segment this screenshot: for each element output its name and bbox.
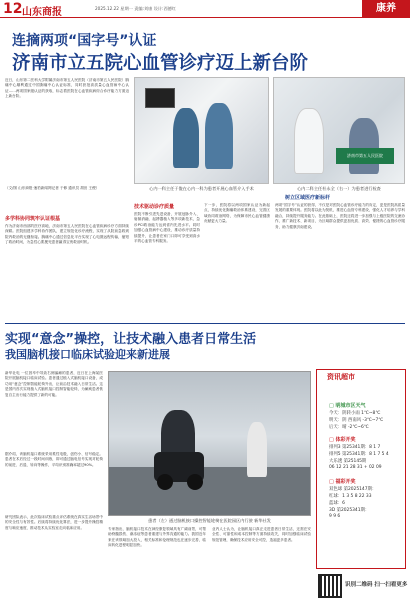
- lottery-title: □ 体彩开奖: [329, 437, 356, 443]
- welfare-lottery-title: □ 福彩开奖: [329, 479, 356, 485]
- weather-line: 后天：晴 -2℃~6℃: [329, 425, 369, 430]
- story1-body-2: 医院不断引进先进设备，开展冠脉介入、射频消融、起搏器植入等多项新技术，急诊PCI救治能力达到省内先进水平。同时加强心血管病中心建设，推动诊疗质量持续提升，让患者在家门口即可享受到高水平的心血管专科服务。: [134, 212, 200, 244]
- story2-body-left-2: 据介绍，该脑机接口系统采用柔性电极，创伤小、信号稳定。患者在术后经过一段时间训练，即可通过脑电信号实现对轮椅的前进、后退、转向等操作，平均识别准确率超过90%。: [5, 452, 103, 467]
- welfare-lottery-line: 蓝球：6: [329, 501, 345, 506]
- weather-title: □ 明城市区天气: [329, 403, 366, 409]
- photo-wheelchair: [108, 371, 311, 516]
- story2-body-left-3: 研究团队表示，此次临床试验重点评估系统在真实生活场景中的安全性与有效性。后续将持续优化算法，进一步提升操控精度与响应速度，推动技术从实验室走向临床应用。: [5, 515, 103, 530]
- story2-kicker: 实现“意念”操控，让技术融入患者日常生活: [5, 332, 257, 347]
- story1-subhead-1: 多学科协同筑牢认证根基: [5, 216, 61, 222]
- lottery-line: 排列3 第25341期：8 1 7: [329, 445, 381, 450]
- story1-lead: 近日，山东第二医科大学附属济南市第五人民医院（济南市第五人民医院）胸痛中心顺利通过中国胸痛中心认证标准，同时获批高质量心血管病中心认证……两项国家级认证的获取，标志着医院在心血管疾病综合诊疗能力方面迈上新台阶。: [5, 78, 129, 99]
- photo1-caption: 心内一科主任于俊在心内一科为患者开展心血管介入手术: [149, 186, 254, 191]
- story1-subhead-2: 技术驱动诊疗质量: [134, 204, 175, 210]
- story2-body-left: 新华社电 一位因卒中导致右侧偏瘫的患者，近日在上海某医院开展脑机接口临床试验。患者通过植入式脑机接口设备，成功用“意念”控制智能轮椅外出，让前沿技术融入日常生活。这是国内首次实现植入式脑机接口控制智能轮椅，为瘫痪患者恢复自主出行能力提供了新的可能。: [5, 371, 103, 397]
- info-box: [316, 369, 406, 569]
- story1-body-1: 作为济南市西部的医疗高地，济南市第五人民医院在心血管疾病诊疗方面持续深耕。医院组建多学科协作团队，建立规范化诊疗流程，实现了从院前急救到院内救治的无缝衔接。胸痛中心通过信息化平台实现了心电图远程传输，缩短了救治时间，为急性心肌梗死患者赢得宝贵救治时机。: [5, 224, 129, 245]
- story2-body-mid: 专家指出，脑机接口技术在神经康复领域具有广阔前景，可帮助脊髓损伤、渐冻症等患者重建与外界沟通的能力。我国近年来在该领域加大投入，相关标准和伦理规范也在逐步完善，临床转化进程明显加快。: [108, 527, 206, 548]
- lottery-line: 排列5 第25341期：8 1 7 5 4: [329, 452, 389, 457]
- story2-headline: 我国脑机接口临床试验迎来新进展: [5, 348, 170, 361]
- lottery-numbers: 06 12 21 28 31 + 02 09: [329, 465, 382, 470]
- weather-line: 今天：阴转小雨 1℃~8℃: [329, 411, 381, 416]
- section-divider: [5, 323, 405, 324]
- sidebar-title: 树立区域医疗新标杆: [285, 195, 331, 201]
- qr-caption: 识别二维码 扫一扫看更多: [345, 582, 408, 588]
- issue-meta: 2025.12.22 星期一 责编:刘康 设计:西德红: [95, 6, 177, 11]
- info-box-title: 资讯超市: [327, 373, 355, 381]
- photo-consultation: [273, 77, 405, 184]
- welfare-lottery-line: 3D 第2025341期：: [329, 508, 370, 513]
- qr-code[interactable]: [318, 574, 342, 598]
- welfare-lottery-line: 红球：1 3 5 8 22 33: [329, 494, 372, 499]
- lottery-line: 大乐透 第25145期: [329, 459, 367, 464]
- story1-body-3: 下一步，医院将以两项国家认证为新起点，持续优化胸痛救治体系建设，完善区域协同救治网络，为保障市民心血管健康贡献更大力量。: [204, 203, 270, 224]
- welfare-lottery-line: 9 9 6: [329, 514, 341, 519]
- photo-surgery: [134, 77, 269, 184]
- sidebar-body: 两项“国字号”认证的获得，不仅是对医院心血管诊疗能力的肯定，更是医院高质量发展的重要体现。医院将以此为契机，推进心血管专科建设，强化人才培养与学科融合，持续提升服务能力。在此基础上，医院还将进一步加强与上级医院的交流协作，推广新技术、新项目，为区域群众提供更加优质、高效、便捷的心血管诊疗服务，助力健康济南建设。: [275, 203, 405, 229]
- photo2-caption: 心内二科主任杜永全（右一）为患者进行检查: [297, 186, 381, 191]
- photo2-plaque: 济南市第五人民医院: [336, 148, 394, 164]
- story1-byline: （文/图 山东商报·速豹新闻网记者 于修 通讯员 胡田 王俊）: [5, 186, 100, 190]
- paper-name: 山东商报: [22, 7, 62, 18]
- story2-body-right: 业内人士认为，让脑机接口真正走进患者日常生活，还需在安全性、可靠性和成本控制等方面持续攻关，同时加强临床试验规范管理，确保技术应用安全可控，造福更多患者。: [212, 527, 311, 542]
- section-label: 康养: [362, 0, 410, 18]
- page-header: [0, 0, 410, 18]
- page-number: 12: [3, 1, 23, 17]
- weather-line: 明天：阴 西南风 -3℃~7℃: [329, 418, 384, 423]
- photo3-caption: 患者（左）通过脑机接口操控智能轮椅在医院园区内行驶 新华社发: [148, 518, 271, 523]
- welfare-lottery-line: 双色球 第2025147期：: [329, 487, 377, 492]
- story1-kicker: 连摘两项“国字号”认证: [12, 33, 157, 49]
- story1-headline: 济南市立五院心血管诊疗迈上新台阶: [12, 53, 309, 74]
